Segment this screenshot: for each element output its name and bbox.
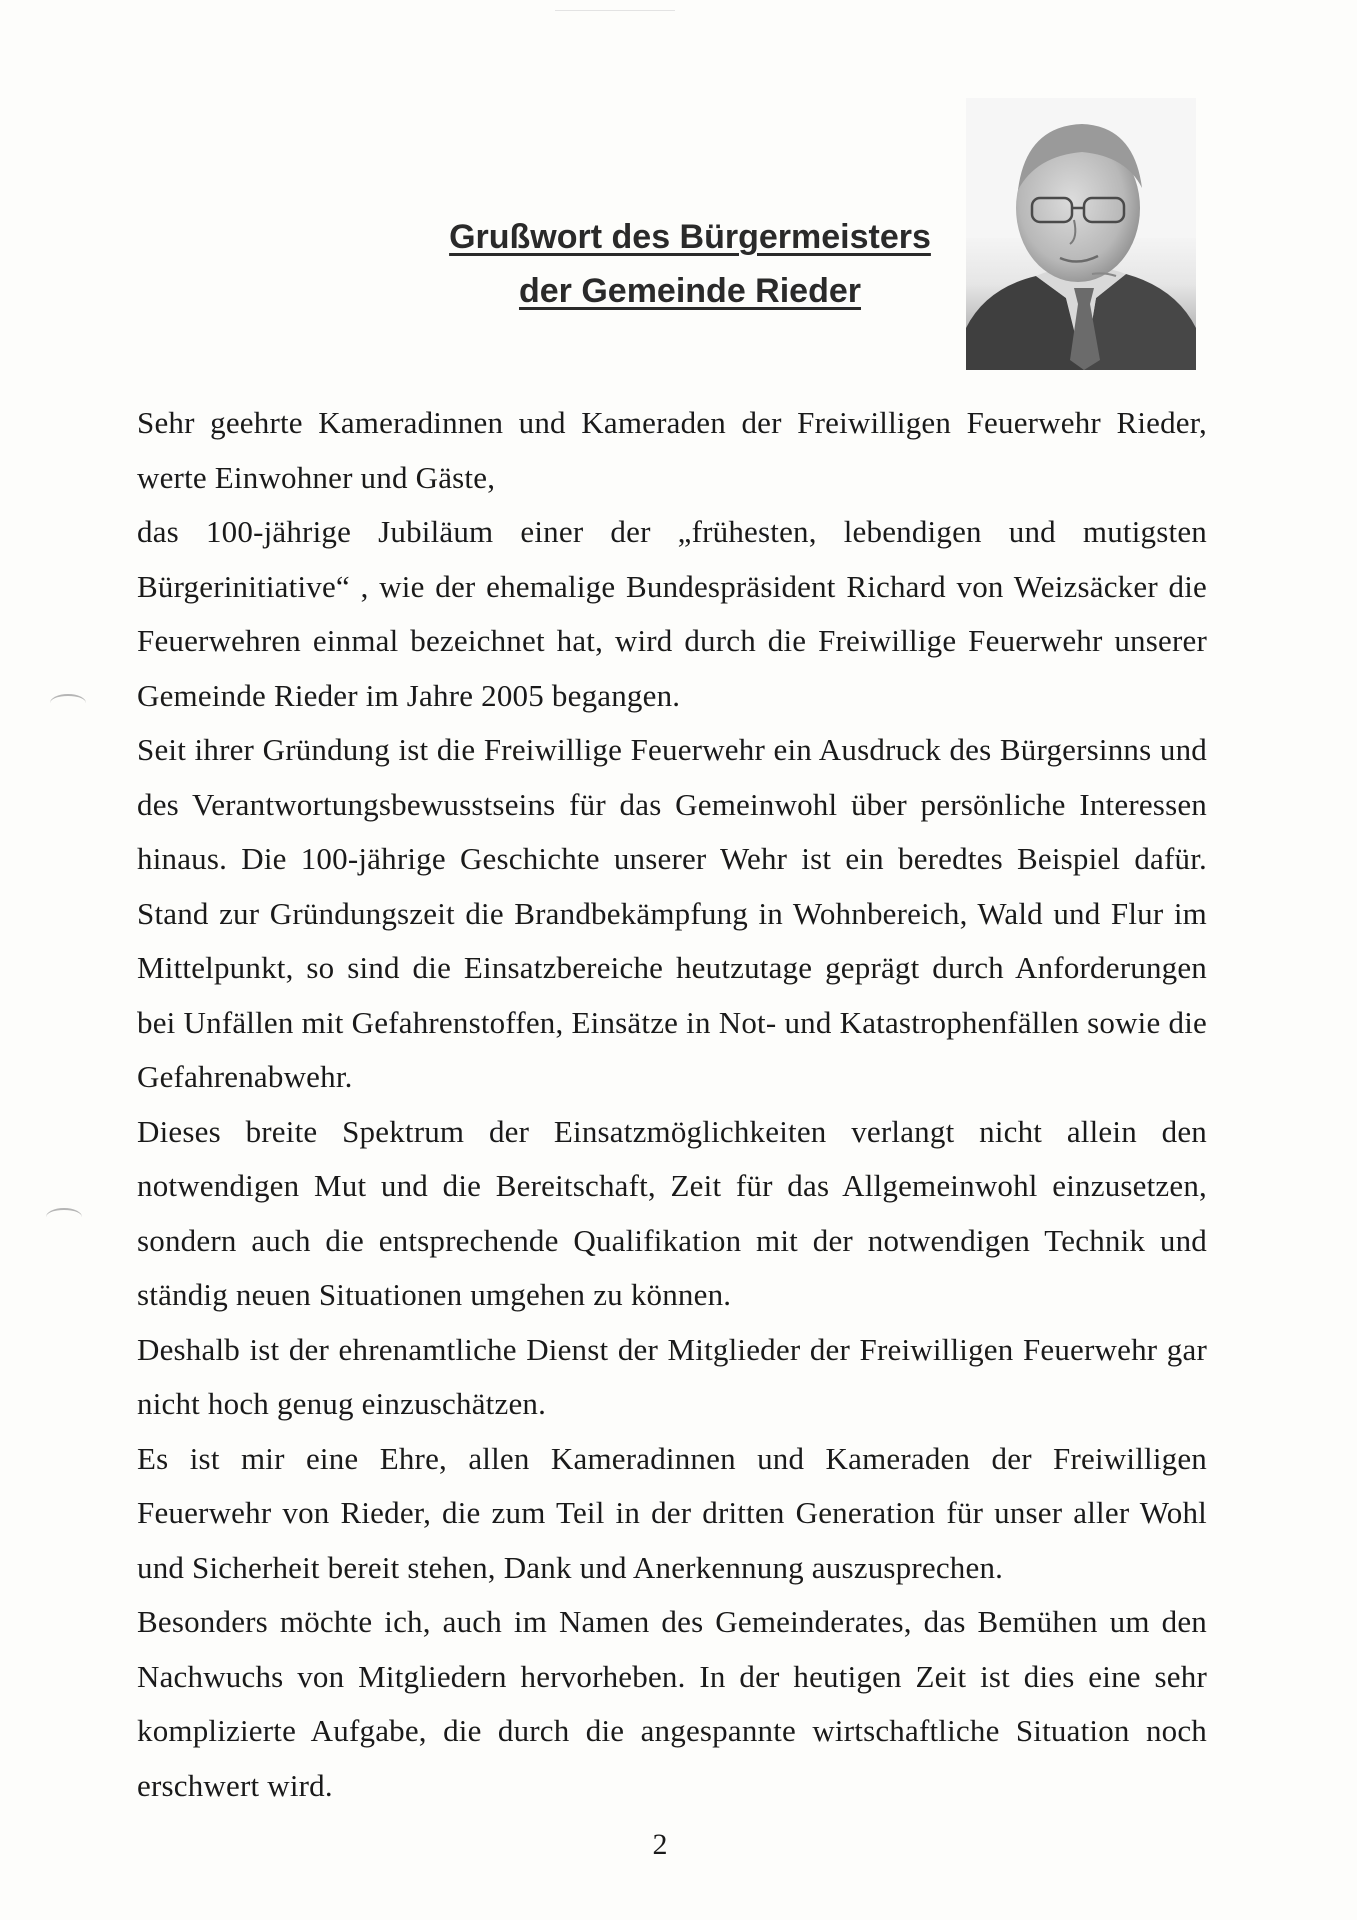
title-line-2: der Gemeinde Rieder	[518, 272, 861, 310]
paragraph: Dieses breite Spektrum der Einsatzmöglichkeiten verlangt nicht allein den notwendigen Mut und die Bereitschaft, Zeit für das Allgemeinwohl einzusetzen, sondern auch die entsprechende Qualifikation mit der notwendigen Technik und ständig neuen Situationen umgehen zu können.	[137, 1113, 1207, 1312]
scan-artifact	[555, 10, 675, 11]
page-number: 2	[652, 1828, 668, 1861]
paragraph: Seit ihrer Gründung ist die Freiwillige Feuerwehr ein Ausdruck des Bürgersinns und des Verantwortungsbewusstseins für das Gemeinwohl über persönliche Interessen hinaus. Die 100-jährige Geschichte unserer Wehr ist ein beredtes Beispiel dafür. Stand zur Gründungszeit die Brandbekämpfung in Wohnbereich, Wald und Flur im Mittelpunkt, so sind die Einsatzbereiche heutzutage geprägt durch Anforderungen bei Unfällen mit Gefahrenstoffen, Einsätze in Not- und Katastrophenfällen sowie die Gefahrenabwehr.	[137, 732, 1207, 1094]
punch-hole-mark	[50, 694, 86, 712]
person-portrait-icon	[966, 98, 1196, 370]
title-line-1: Grußwort des Bürgermeisters	[449, 218, 931, 256]
paragraph: Besonders möchte ich, auch im Namen des Gemeinderates, das Bemühen um den Nachwuchs von Mitgliedern hervorheben. In der heutigen Zeit ist dies eine sehr komplizierte Aufgabe, die durch die angespannte wirtschaftliche Situation noch erschwert wird.	[137, 1604, 1207, 1803]
paragraph: das 100-jährige Jubiläum einer der „frühesten, lebendigen und mutigsten Bürgerinitiative“ , wie der ehemalige Bundespräsident Richard von Weizsäcker die Feuerwehren einmal bezeichnet hat, wird durch die Freiwillige Feuerwehr unserer Gemeinde Rieder im Jahre 2005 begangen.	[137, 514, 1207, 713]
letter-body	[137, 396, 1207, 1813]
punch-hole-mark	[46, 1208, 82, 1226]
page-title	[380, 210, 1000, 318]
mayor-portrait-photo	[966, 98, 1196, 370]
paragraph-salutation: Sehr geehrte Kameradinnen und Kameraden der Freiwilligen Feuerwehr Rieder, werte Einwohner und Gäste,	[137, 405, 1207, 495]
paragraph: Deshalb ist der ehrenamtliche Dienst der Mitglieder der Freiwilligen Feuerwehr gar nicht hoch genug einzuschätzen.	[137, 1331, 1207, 1421]
paragraph: Es ist mir eine Ehre, allen Kameradinnen und Kameraden der Freiwilligen Feuerwehr von Rieder, die zum Teil in der dritten Generation für unser aller Wohl und Sicherheit bereit stehen, Dank und Anerkennung auszusprechen.	[137, 1440, 1207, 1585]
